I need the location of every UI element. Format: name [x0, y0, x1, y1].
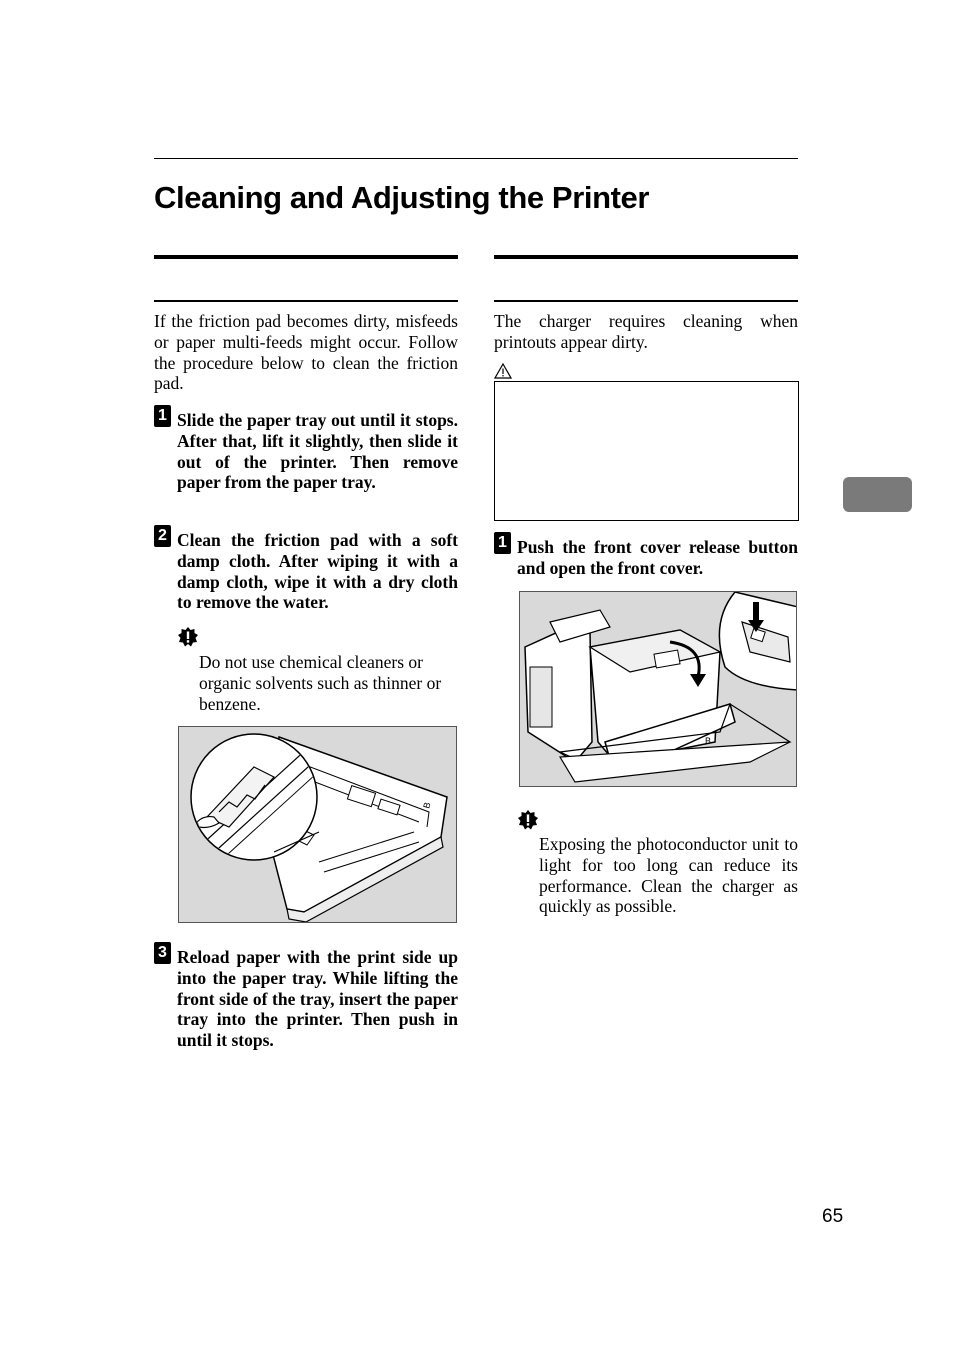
printer-front-cover-figure: [519, 591, 797, 787]
svg-text:B: B: [421, 801, 433, 810]
left-section-rule-thick: [154, 255, 458, 259]
page-number: 65: [822, 1206, 844, 1227]
warning-triangle-icon: [494, 363, 512, 379]
caution-box: [494, 381, 799, 521]
right-step-number-1: 1: [494, 532, 511, 554]
paper-tray-illustration: [179, 727, 457, 923]
step-text-2: Clean the friction pad with a soft damp cloth. After wiping it with a damp cloth, wipe it with a dry cloth to remove the water.: [177, 530, 458, 613]
printer-front-cover-illustration: [520, 592, 797, 787]
step-number-2: 2: [154, 525, 171, 547]
chapter-tab: [843, 477, 912, 512]
important-icon-right: [517, 809, 539, 831]
step-text-3: Reload paper with the print side up into the paper tray. While lifting the front side of the tray, insert the paper tray into the printer. Then push in until it stops.: [177, 947, 458, 1051]
right-section-rule-thin: [494, 300, 798, 302]
right-intro: The charger requires cleaning when printouts appear dirty.: [494, 311, 798, 352]
svg-text:B: B: [705, 736, 712, 746]
paper-tray-figure: [178, 726, 457, 923]
right-note: Exposing the photoconductor unit to light for too long can reduce its performance. Clean the charger as quickly as possible.: [539, 834, 798, 917]
left-intro: If the friction pad becomes dirty, misfeeds or paper multi-feeds might occur. Follow the procedure below to clean the friction pad.: [154, 311, 458, 394]
top-rule: [154, 158, 798, 159]
step-number-1: 1: [154, 405, 171, 427]
step-text-1: Slide the paper tray out until it stops. After that, lift it slightly, then slide it out of the printer. Then remove paper from the paper tray.: [177, 410, 458, 493]
right-section-rule-thick: [494, 255, 798, 259]
step-number-3: 3: [154, 942, 171, 964]
left-note: Do not use chemical cleaners or organic solvents such as thinner or benzene.: [199, 652, 442, 714]
right-step-text-1: Push the front cover release button and open the front cover.: [517, 537, 798, 578]
left-section-rule-thin: [154, 300, 458, 302]
important-icon: [177, 626, 199, 648]
page-title: Cleaning and Adjusting the Printer: [154, 180, 650, 215]
